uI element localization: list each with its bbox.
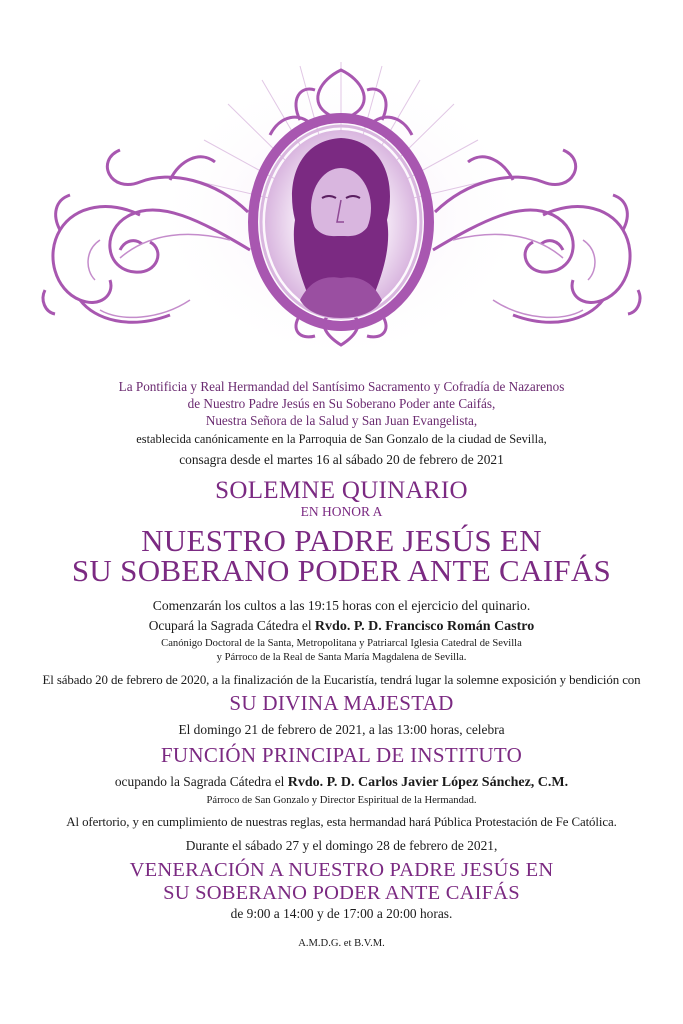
funcion-date-line: El domingo 21 de febrero de 2021, a las 13:00 horas, celebra [178, 722, 505, 737]
veneracion-title-line-1: VENERACIÓN A NUESTRO PADRE JESÚS EN [129, 859, 554, 881]
ocupando-prefix: ocupando la Sagrada Cátedra el [114, 774, 288, 789]
hermandad-name-line-2: de Nuestro Padre Jesús en Su Soberano Poder ante Caifás, [187, 396, 496, 411]
announcement-text [0, 378, 683, 951]
cultos-start-line: Comenzarán los cultos a las 19:15 horas con el ejercicio del quinario. [152, 598, 531, 613]
ornamental-header-frame [0, 0, 683, 370]
exposicion-line: El sábado 20 de febrero de 2020, a la finalización de la Eucaristía, tendrá lugar la solemne exposición y bendición con [42, 673, 641, 687]
funcion-title: FUNCIÓN PRINCIPAL DE INSTITUTO [160, 743, 523, 767]
predicador-1-cargo-line-2: y Párroco de la Real de Santa María Magdalena de Sevilla. [216, 652, 467, 663]
ocupara-prefix: Ocupará la Sagrada Cátedra el [148, 618, 315, 633]
veneracion-date-line: Durante el sábado 27 y el domingo 28 de febrero de 2021, [185, 838, 498, 853]
consagra-line: consagra desde el martes 16 al sábado 20 de febrero de 2021 [179, 452, 504, 467]
predicador-2-name: Rvdo. P. D. Carlos Javier López Sánchez, C.M. [287, 775, 569, 790]
sagrada-catedra-line-2 [0, 772, 683, 793]
veneracion-title-line-2: SU SOBERANO PODER ANTE CAIFÁS [163, 882, 520, 904]
amdg-footer: A.M.D.G. et B.V.M. [298, 938, 385, 949]
hermandad-name-line-3: Nuestra Señora de la Salud y San Juan Evangelista, [205, 413, 478, 428]
ofertorio-line: Al ofertorio, y en cumplimiento de nuestras reglas, esta hermandad hará Pública Protestación de Fe Católica. [66, 815, 617, 829]
sagrada-catedra-line-1 [0, 616, 683, 637]
hermandad-name-line-1: La Pontificia y Real Hermandad del Santísimo Sacramento y Cofradía de Nazarenos [118, 379, 565, 394]
divina-majestad-title: SU DIVINA MAJESTAD [229, 691, 454, 715]
honoree-title-line-2: SU SOBERANO PODER ANTE CAIFÁS [71, 553, 612, 588]
predicador-1-cargo-line-1: Canónigo Doctoral de la Santa, Metropolitana y Patriarcal Iglesia Catedral de Sevilla [161, 638, 522, 649]
en-honor-label: EN HONOR A [300, 504, 383, 519]
honoree-title-line-1: NUESTRO PADRE JESÚS EN [141, 523, 542, 558]
establecida-line: establecida canónicamente en la Parroquia de San Gonzalo de la ciudad de Sevilla, [136, 432, 547, 446]
quinario-title: SOLEMNE QUINARIO [215, 477, 468, 504]
predicador-2-cargo: Párroco de San Gonzalo y Director Espiritual de la Hermandad. [206, 795, 477, 806]
christ-portrait [292, 138, 390, 318]
predicador-1-name: Rvdo. P. D. Francisco Román Castro [314, 619, 535, 634]
veneracion-hours: de 9:00 a 14:00 y de 17:00 a 20:00 horas. [230, 906, 453, 921]
